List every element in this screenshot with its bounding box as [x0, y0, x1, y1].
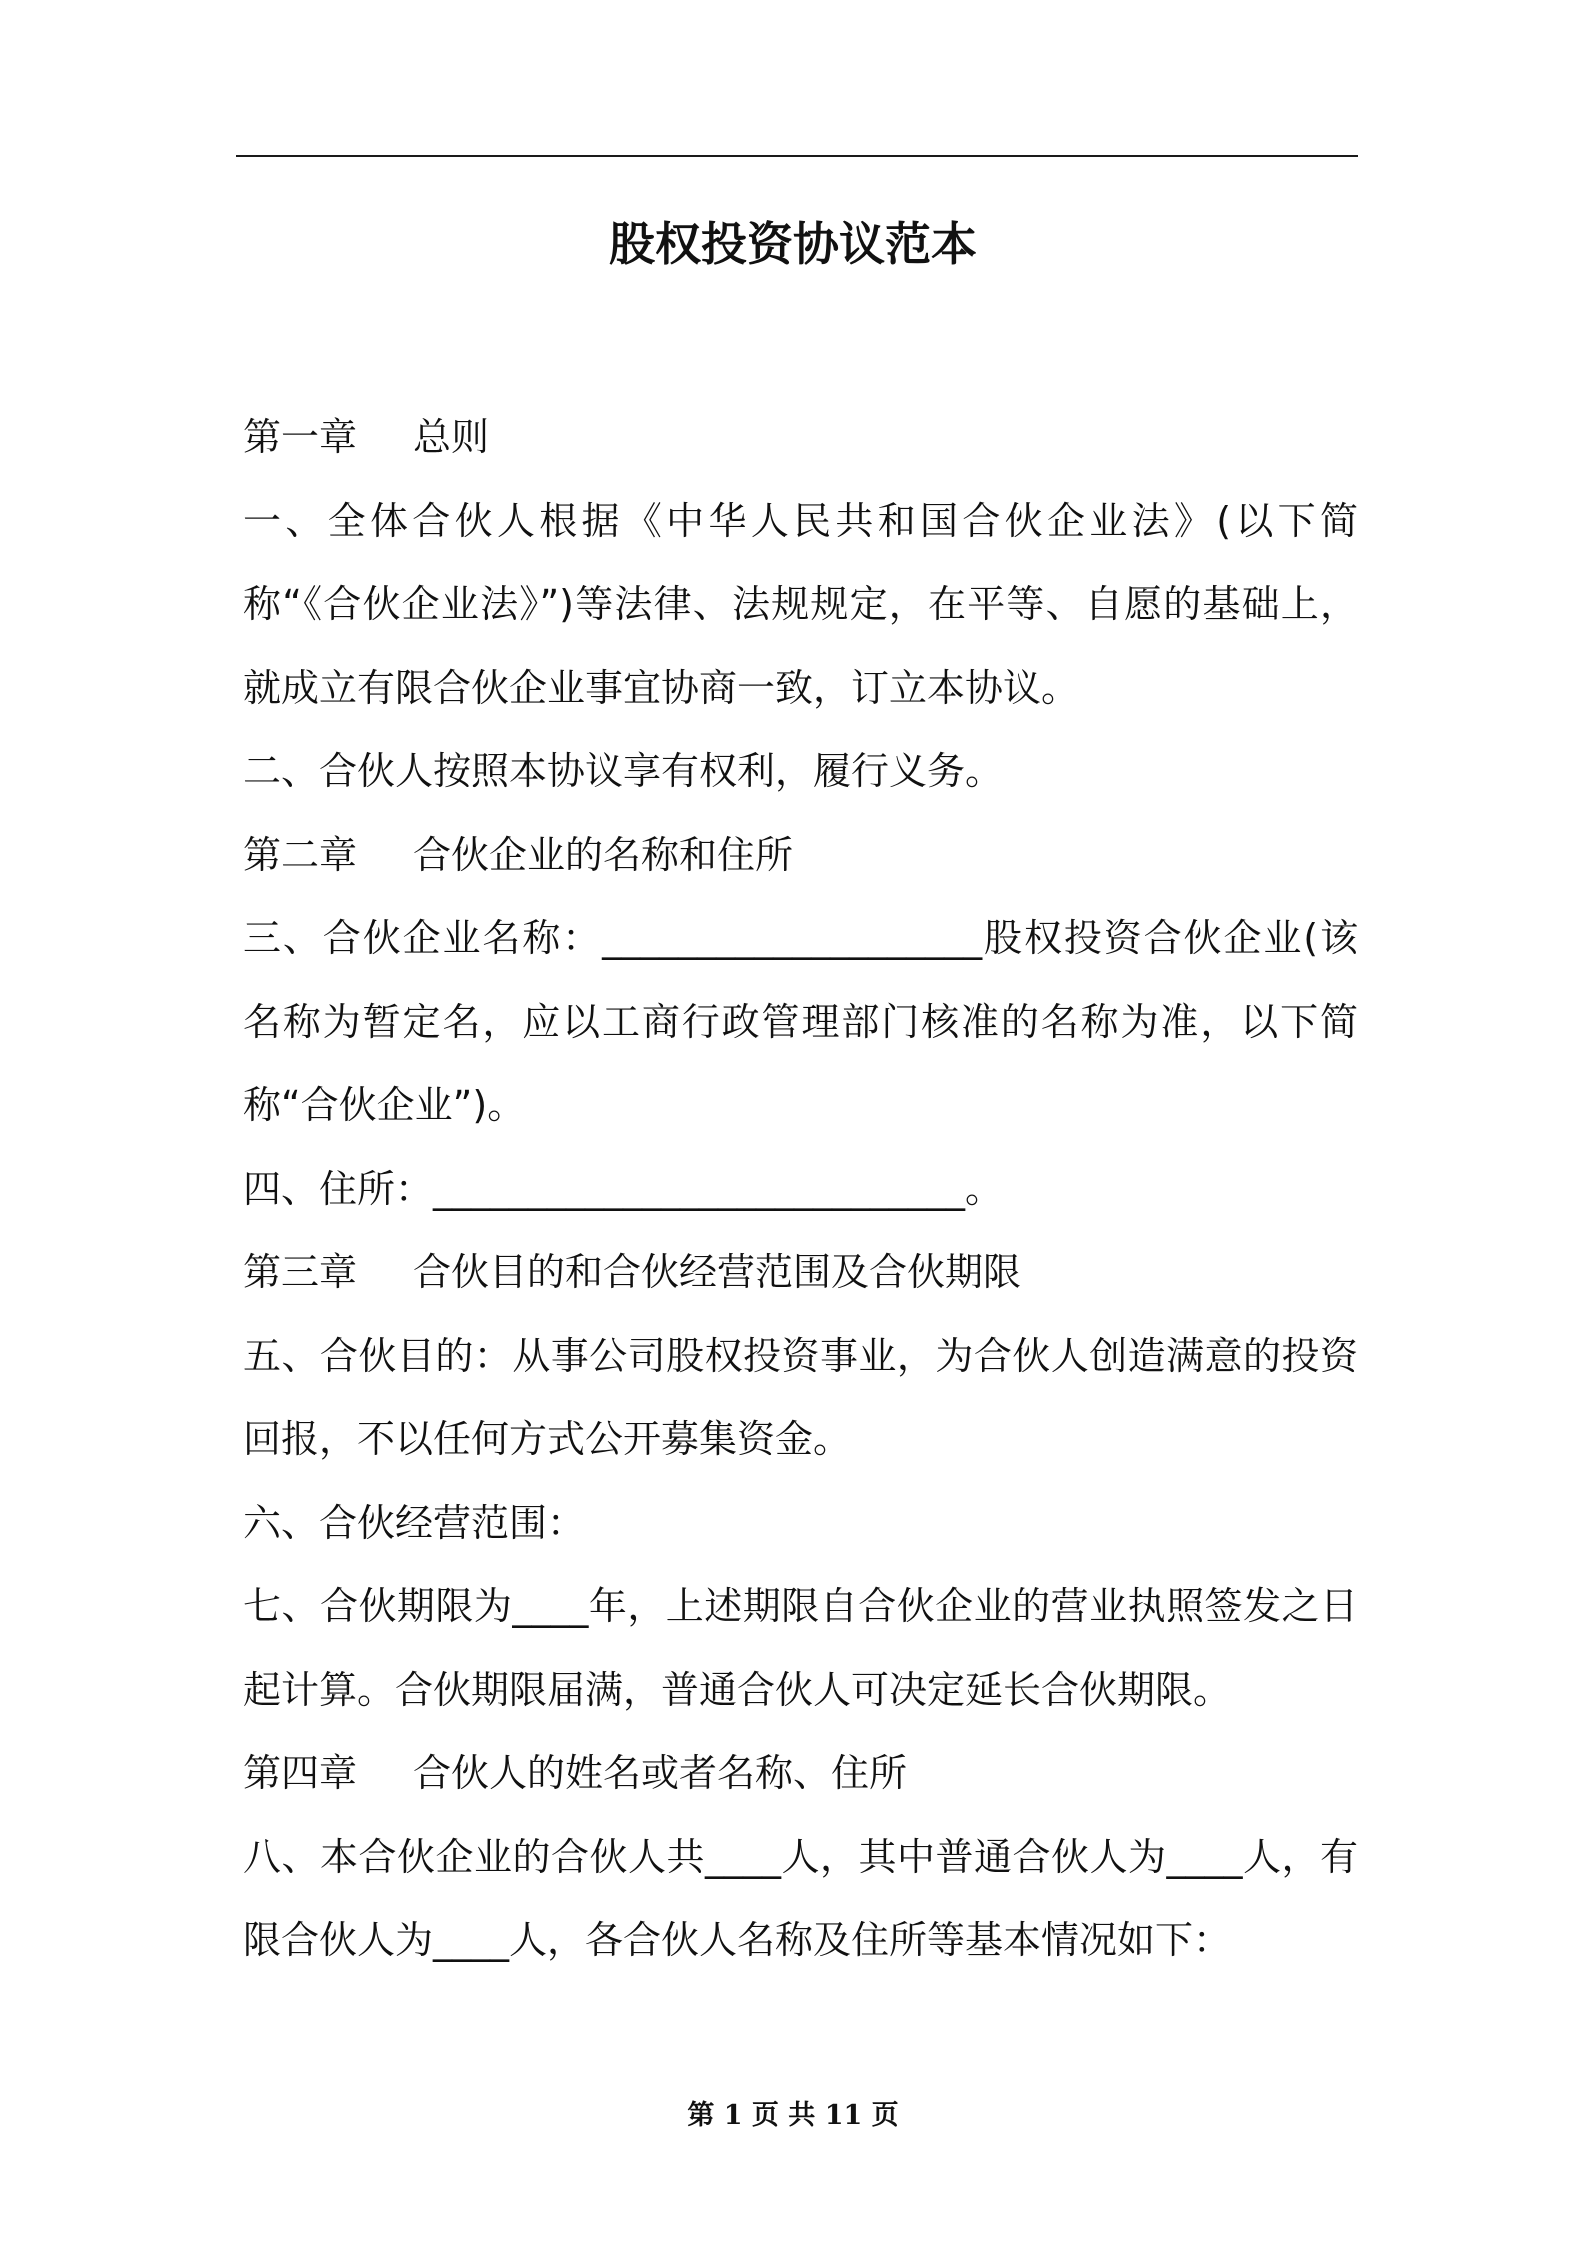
chapter-number: 第二章 [243, 832, 358, 877]
chapter-heading [243, 1231, 1358, 1315]
chapter-heading [243, 1732, 1358, 1816]
chapter-heading [243, 396, 1358, 480]
clause: 六、合伙经营范围： [243, 1500, 586, 1545]
clause: 八、本合伙企业的合伙人共____人，其中普通合伙人为____人，有限合伙人为____人，各合伙人名称及住所等基本情况如下： [243, 1834, 1358, 1962]
clause: 三、合伙企业名称：____________________股权投资合伙企业(该名称为暂定名，应以工商行政管理部门核准的名称为准，以下简称“合伙企业”)。 [243, 916, 1358, 1127]
header-rule [236, 155, 1358, 157]
document-title: 股权投资协议范本 [609, 217, 977, 271]
chapter-number: 第三章 [243, 1250, 358, 1294]
document-body [243, 396, 1358, 1983]
chapter-title: 合伙人的姓名或者名称、住所 [413, 1751, 908, 1795]
chapter-title: 合伙企业的名称和住所 [413, 832, 794, 877]
clause: 一、全体合伙人根据《中华人民共和国合伙企业法》(以下简称“《合伙企业法》”)等法律、法规规定，在平等、自愿的基础上，就成立有限合伙企业事宜协商一致，订立本协议。 [243, 498, 1358, 710]
chapter-heading [243, 814, 1358, 898]
clause: 二、合伙人按照本协议享有权利，履行义务。 [243, 749, 1004, 793]
chapter-title: 合伙目的和合伙经营范围及合伙期限 [413, 1250, 1022, 1294]
clause: 七、合伙期限为____年，上述期限自合伙企业的营业执照签发之日起计算。合伙期限届满，普通合伙人可决定延长合伙期限。 [243, 1584, 1358, 1712]
clause: 五、合伙目的：从事公司股权投资事业，为合伙人创造满意的投资回报，不以任何方式公开募集资金。 [243, 1333, 1358, 1461]
chapter-title: 总则 [413, 415, 490, 459]
chapter-number: 第一章 [243, 415, 358, 459]
page-number-footer: 第 1 页 共 11 页 [687, 2100, 899, 2131]
chapter-number: 第四章 [243, 1751, 358, 1795]
clause: 四、住所：____________________________。 [243, 1166, 1004, 1211]
